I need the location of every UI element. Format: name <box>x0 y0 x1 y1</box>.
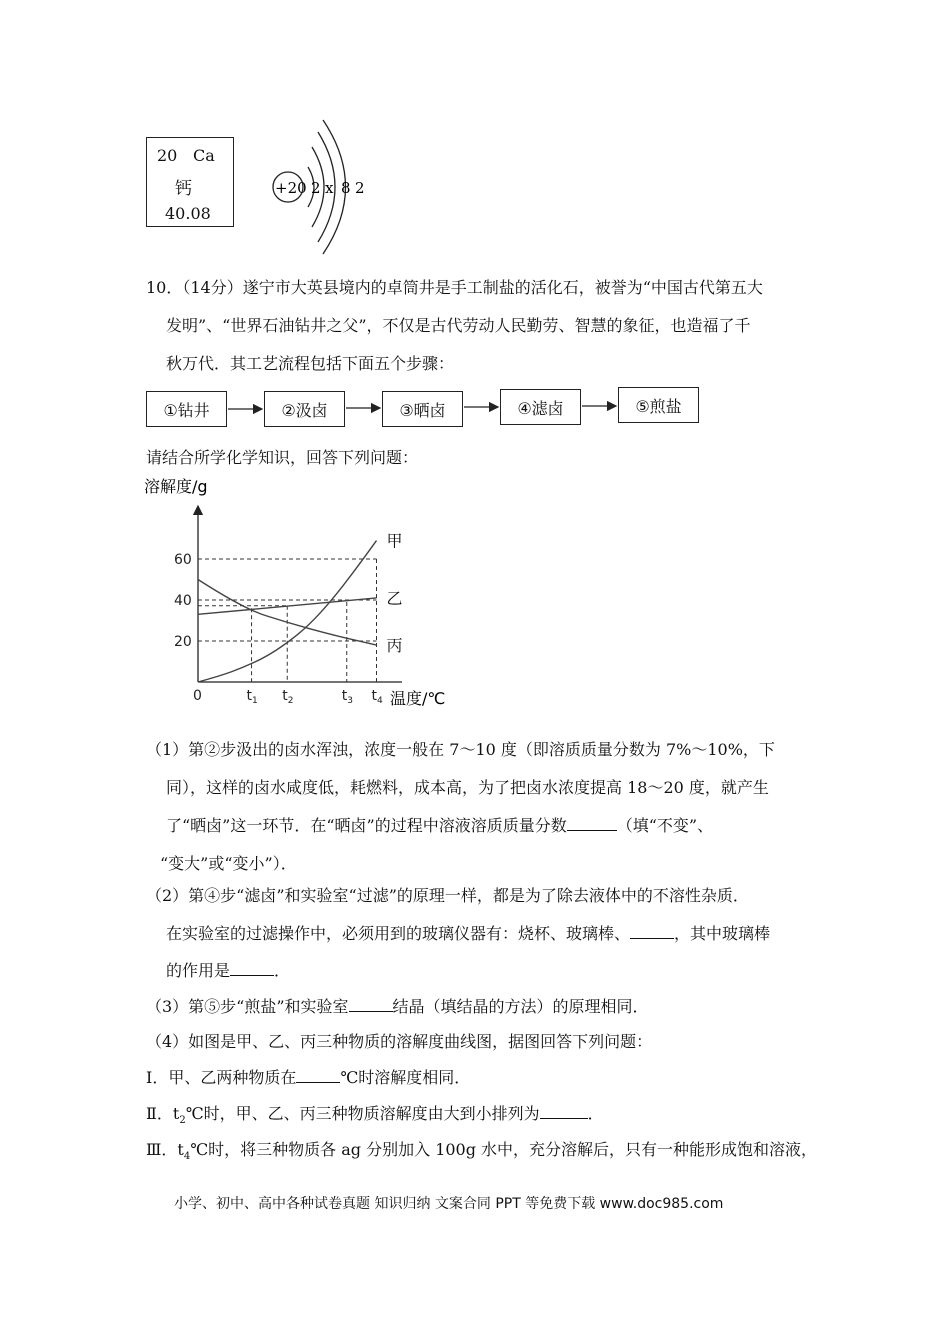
x-tick-label: 0 <box>193 688 202 704</box>
sub1-line-3-text: 了“晒卤”这一环节．在“晒卤”的过程中溶液溶质质量分数 <box>166 816 567 835</box>
question-10-line-2: 发明”、“世界石油钻井之父”，不仅是古代劳动人民勤劳、智慧的象征，也造福了千 <box>166 316 751 335</box>
atomic-number: 20 <box>157 146 178 165</box>
x-tick-label: $t_3$ <box>341 688 353 706</box>
sub2-line-2-tail: ，其中玻璃棒 <box>674 924 771 943</box>
series-line-2 <box>198 598 377 614</box>
element-card <box>146 137 234 227</box>
sub2-line-2 <box>166 924 770 944</box>
sub4-line: （4）如图是甲、乙、丙三种物质的溶解度曲线图，据图回答下列问题： <box>146 1032 653 1051</box>
series-label-3: 丙 <box>386 636 403 656</box>
item-3-line <box>146 1140 817 1167</box>
answer-blank-3[interactable] <box>230 961 274 976</box>
x-tick-label: $t_2$ <box>282 688 294 706</box>
item-2-line <box>146 1104 604 1131</box>
shell-2-electrons: x <box>325 179 334 197</box>
atomic-mass: 40.08 <box>165 204 211 223</box>
item-1-line <box>146 1068 470 1088</box>
sub1-line-3 <box>166 816 713 836</box>
shell-1-electrons: 2 <box>311 179 321 197</box>
x-tick-label: $t_4$ <box>371 688 383 706</box>
series-label-1: 甲 <box>386 531 403 551</box>
flow-step-sun-dry-brine: ③晒卤 <box>382 391 463 427</box>
answer-prompt: 请结合所学化学知识，回答下列问题： <box>146 448 419 467</box>
item-3-subscript: 4 <box>183 1151 191 1163</box>
x-axis-label: 温度/℃ <box>390 689 446 708</box>
answer-blank-4[interactable] <box>349 997 393 1012</box>
flow-step-draw-brine: ②汲卤 <box>264 391 345 427</box>
nucleus-charge: +20 <box>275 179 307 197</box>
sub2-line-3-text: 的作用是 <box>166 961 231 980</box>
answer-blank-5[interactable] <box>296 1068 340 1083</box>
flow-step-filter-brine: ④滤卤 <box>500 389 581 425</box>
answer-blank-6[interactable] <box>540 1104 588 1119</box>
sub1-line-4: “变大”或“变小”）． <box>160 854 297 873</box>
sub2-line-3-tail: ． <box>274 961 291 980</box>
item-1-tail: ℃时溶解度相同． <box>340 1068 471 1087</box>
x-tick-label: $t_1$ <box>246 688 258 706</box>
sub1-line-3-options: （填“不变”、 <box>616 816 714 835</box>
y-tick-label: 60 <box>174 552 192 568</box>
sub3-tail: 结晶（填结晶的方法）的原理相同． <box>392 997 649 1016</box>
question-10-line-1: 10．（14分）遂宁市大英县境内的卓筒井是手工制盐的活化石，被誉为“中国古代第五大 <box>146 278 763 297</box>
item-2-subscript: 2 <box>179 1115 186 1127</box>
atom-structure-diagram <box>268 112 378 262</box>
shell-3-electrons: 8 <box>341 179 351 197</box>
sub3-line <box>146 997 649 1017</box>
item-2-tail: ． <box>587 1104 604 1123</box>
item-1-text: Ⅰ．甲、乙两种物质在 <box>146 1068 297 1087</box>
flow-step-boil-salt: ⑤煎盐 <box>618 387 699 423</box>
sub1-line-1: （1）第②步汲出的卤水浑浊，浓度一般在 7～10 度（即溶质质量分数为 7%～10%，下 <box>146 740 775 759</box>
flow-step-drill-well: ①钻井 <box>146 391 227 427</box>
item-3-text: Ⅲ．t <box>146 1140 184 1159</box>
y-tick-label: 40 <box>174 593 192 609</box>
element-name: 钙 <box>175 179 192 199</box>
answer-blank-2[interactable] <box>630 924 674 939</box>
sub2-line-2-text: 在实验室的过滤操作中，必须用到的玻璃仪器有：烧杯、玻璃棒、 <box>166 924 631 943</box>
series-label-2: 乙 <box>386 588 403 608</box>
flow-arrows <box>0 380 950 430</box>
y-axis-label: 溶解度/g <box>144 477 208 496</box>
y-tick-label: 20 <box>174 634 192 650</box>
item-3-body: ℃时，将三种物质各 ag 分别加入 100g 水中，充分溶解后，只有一种能形成饱和溶液， <box>190 1140 818 1159</box>
answer-blank-1[interactable] <box>567 816 617 831</box>
question-10-line-3: 秋万代．其工艺流程包括下面五个步骤： <box>166 354 455 373</box>
sub3-text: （3）第⑤步“煎盐”和实验室 <box>146 997 349 1016</box>
shell-4-electrons: 2 <box>355 179 365 197</box>
solubility-chart <box>140 472 470 712</box>
element-symbol: Ca <box>193 146 215 165</box>
sub2-line-3 <box>166 961 290 981</box>
item-2-text: Ⅱ．t <box>146 1104 180 1123</box>
sub2-line-1: （2）第④步“滤卤”和实验室“过滤”的原理一样，都是为了除去液体中的不溶性杂质． <box>146 886 749 905</box>
sub1-line-2: 同），这样的卤水咸度低，耗燃料，成本高，为了把卤水浓度提高 18～20 度，就产生 <box>166 778 769 797</box>
item-2-body: ℃时，甲、乙、丙三种物质溶解度由大到小排列为 <box>185 1104 540 1123</box>
page-footer: 小学、初中、高中各种试卷真题 知识归纳 文案合同 PPT 等免费下载 www.doc985.com <box>174 1196 724 1212</box>
